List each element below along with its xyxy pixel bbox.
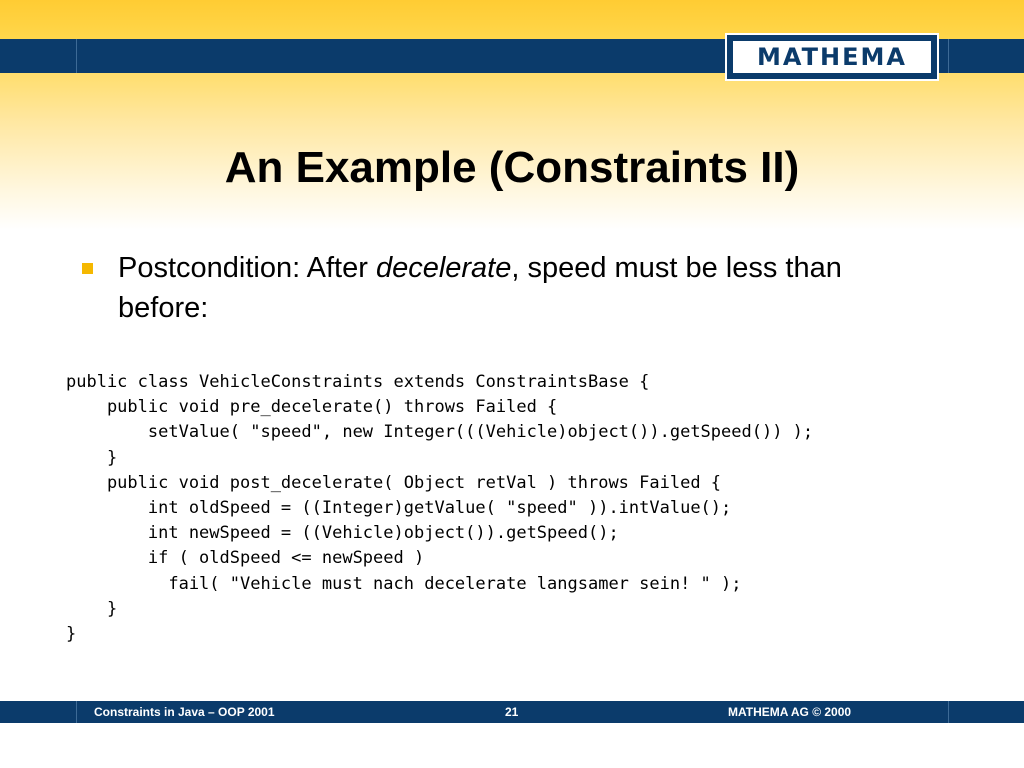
bullet-text-prefix: Postcondition: After — [118, 252, 376, 284]
code-line: if ( oldSpeed <= newSpeed ) — [66, 548, 425, 569]
square-bullet-icon — [82, 263, 93, 274]
code-line: public class VehicleConstraints extends ConstraintsBase { — [66, 372, 650, 392]
code-line: int oldSpeed = ((Integer)getValue( "speed" )).intValue(); — [66, 497, 732, 518]
footer-divider — [948, 701, 949, 723]
bullet-text — [118, 248, 918, 328]
header-divider — [948, 39, 949, 73]
bullet-text-suffix: , speed must be less than before: — [118, 252, 842, 324]
code-line: setValue( "speed", new Integer(((Vehicle)object()).getSpeed()) ); — [66, 422, 814, 443]
code-block — [66, 370, 813, 647]
slide-title: An Example (Constraints II) — [224, 143, 800, 192]
header-divider — [76, 39, 77, 73]
footer-bar — [0, 701, 1024, 723]
footer-copyright: MATHEMA AG © 2000 — [728, 705, 852, 719]
code-line: fail( "Vehicle must nach decelerate langsamer sein! " ); — [66, 573, 742, 594]
logo-text: MATHEMA — [757, 43, 907, 71]
code-line: public void pre_decelerate() throws Failed { — [66, 397, 558, 418]
bullet-text-emphasis: decelerate — [375, 252, 512, 284]
code-line: } — [66, 598, 118, 619]
footer-page-number: 21 — [505, 705, 519, 719]
logo-inner — [733, 41, 931, 73]
code-line: public void post_decelerate( Object retVal ) throws Failed { — [66, 472, 722, 493]
code-line: } — [66, 447, 118, 468]
footer-course-title: Constraints in Java – OOP 2001 — [94, 705, 275, 719]
code-line: int newSpeed = ((Vehicle)object()).getSpeed(); — [66, 523, 619, 544]
code-line: } — [66, 623, 77, 644]
footer-divider — [76, 701, 77, 723]
mathema-logo — [725, 33, 939, 81]
